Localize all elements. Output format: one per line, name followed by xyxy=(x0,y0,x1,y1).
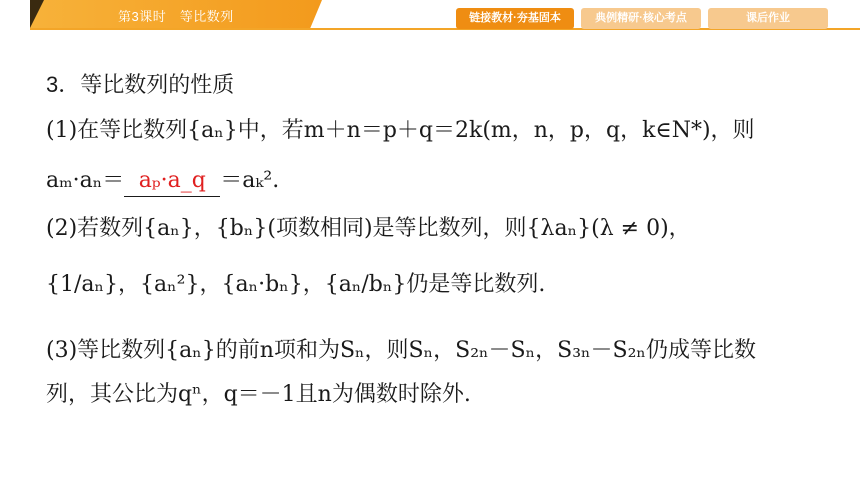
item2-line1: (2)若数列{aₙ}，{bₙ}(项数相同)是等比数列，则{λaₙ}(λ ≠ 0)， xyxy=(46,216,691,241)
nav-button-examples[interactable]: 典例精研·核心考点 xyxy=(581,8,701,29)
corner-decoration-icon xyxy=(30,0,44,28)
item1-answer-blank: aₚ·a_q xyxy=(124,166,220,197)
section-heading: 3．等比数列的性质 xyxy=(46,72,235,97)
item3-line1: (3)等比数列{aₙ}的前n项和为Sₙ，则Sₙ，S₂ₙ－Sₙ，S₃ₙ－S₂ₙ仍成等比数 xyxy=(46,338,756,363)
nav-button-textbook[interactable]: 链接教材·夯基固本 xyxy=(456,8,574,29)
item1-line2-prefix: aₘ·aₙ＝ xyxy=(46,168,125,193)
lesson-title: 第3课时 等比数列 xyxy=(118,9,234,24)
header-bar xyxy=(0,0,860,36)
item2-line2: {1/aₙ}，{aₙ²}，{aₙ·bₙ}，{aₙ/bₙ}仍是等比数列. xyxy=(46,272,546,297)
item1-line1: (1)在等比数列{aₙ}中，若m＋n＝p＋q＝2k(m，n，p，q，k∈N*)，则 xyxy=(46,118,755,143)
nav-button-homework[interactable]: 课后作业 xyxy=(708,8,828,29)
item1-line2 xyxy=(46,166,279,197)
item3-line2: 列，其公比为qⁿ，q＝－1且n为偶数时除外. xyxy=(46,382,471,407)
item1-line2-suffix: ＝aₖ². xyxy=(220,168,280,193)
